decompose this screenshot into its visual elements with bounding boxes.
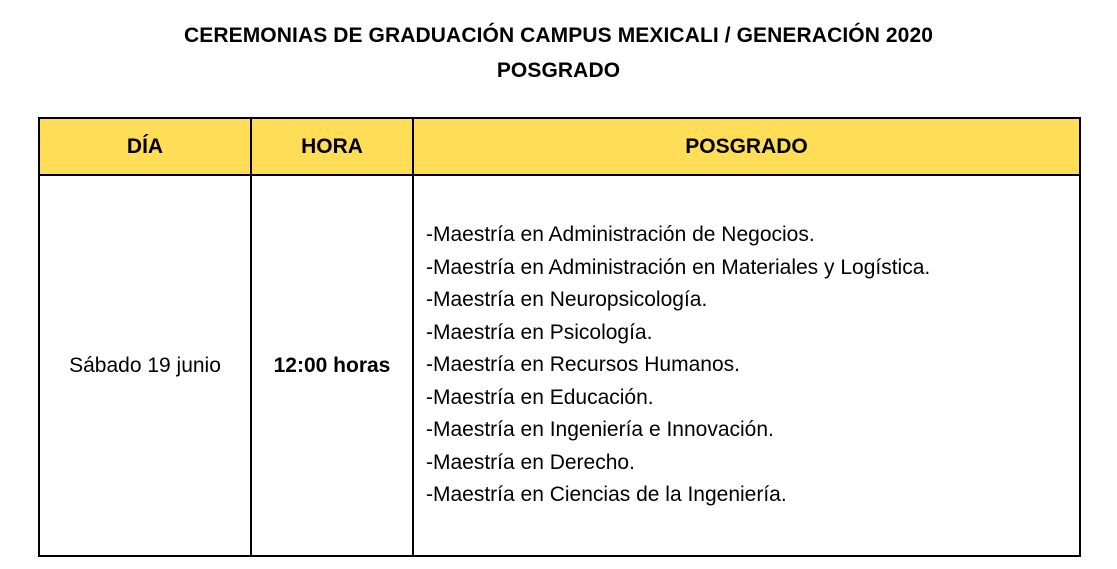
ceremony-day: Sábado 19 junio	[39, 175, 251, 556]
list-item: -Maestría en Psicología.	[426, 320, 653, 344]
page-subtitle: POSGRADO	[496, 59, 621, 82]
list-item: -Maestría en Administración de Negocios.	[426, 223, 815, 247]
list-item: -Maestría en Educación.	[426, 385, 654, 409]
column-header-dia: DÍA	[39, 118, 251, 175]
list-item: -Maestría en Ingeniería e Innovación.	[426, 418, 774, 442]
column-header-hora: HORA	[251, 118, 413, 175]
program-list	[426, 219, 1079, 512]
list-item: -Maestría en Ciencias de la Ingeniería.	[426, 483, 787, 507]
program-list-cell	[413, 175, 1080, 556]
page-title: CEREMONIAS DE GRADUACIÓN CAMPUS MEXICALI / GENERACIÓN 2020	[183, 24, 934, 47]
ceremony-schedule-table	[38, 117, 1081, 557]
list-item: -Maestría en Administración en Materiales y Logística.	[426, 255, 931, 279]
document-header	[0, 18, 1117, 88]
column-header-posgrado: POSGRADO	[413, 118, 1080, 175]
list-item: -Maestría en Derecho.	[426, 450, 635, 474]
list-item: -Maestría en Neuropsicología.	[426, 288, 708, 312]
table-row	[39, 175, 1080, 556]
list-item: -Maestría en Recursos Humanos.	[426, 353, 740, 377]
ceremony-time: 12:00 horas	[251, 175, 413, 556]
table-header-row	[39, 118, 1080, 175]
